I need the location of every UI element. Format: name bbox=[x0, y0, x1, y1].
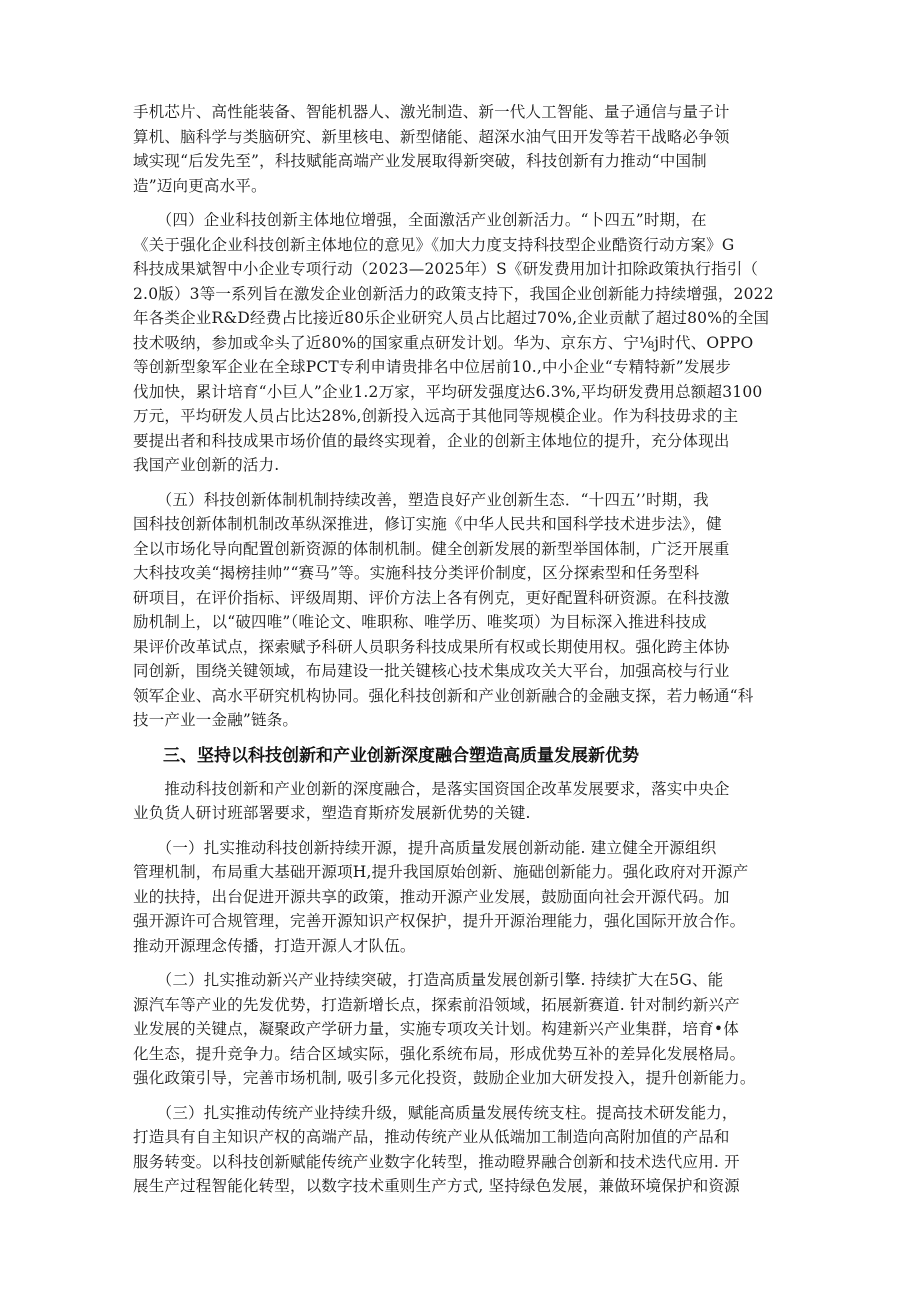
paragraph-emerging-industries: （二）扎实推动新兴产业持续突破，打造高质量发展创新引擎. 持续扩大在5G、能 源汽车等产业的先发优势，打造新增长点，探索前沿领域，拓展新赛道. 针对制约新兴产 业发展的关键点，凝聚政产学研力量，实施专项攻关计划。构建新兴产业集群，培育•体 化生态，提升竞争力。结合区域实际，强化系统布局，形成优势互补的差异化发展格局。 强化政策引导，完善市场机制, 吸引多元化投资，鼓励企业加大研发投入，提升创新能力。 bbox=[133, 971, 756, 1087]
paragraph-open-source: （一）扎实推动科技创新持续开源，提升高质量发展创新动能. 建立健全开源组织 管理机制，布局重大基础开源项H,提升我国原始创新、施础创新能力。强化政府对开源产 业的扶持，出台促进开源共享的政策，推动开源产业发展，鼓励面向社会开源代码。加 强开源许可合规管理，完善开源知识产权保护，提升开源治理能力，强化国际开放合作。 推动开源理念传播，打造开源人才队伍。 bbox=[133, 838, 749, 955]
paragraph-intro: 推动科技创新和产业创新的深度融合，是落实国资国企改革发展要求，落实中央企 业负货人研讨班部署要求，塑造育斯疥发展新优势的关键. bbox=[133, 779, 730, 822]
document-page bbox=[133, 100, 793, 1209]
paragraph-traditional-industries: （三）扎实推动传统产业持续升级，赋能高质量发展传统支柱。提高技术研发能力， 打造具有自主知识产权的高端产品，推动传统产业从低端加工制造向高附加值的产品和 服务转变。以科技创新赋能传统产业数字化转型，推动瞪界融合创新和技术迭代应用. 开 展生产过程智能化转型，以数字技术重则生产方式, 坚持绿色发展，兼做环境保护和资源 bbox=[133, 1103, 740, 1195]
section-heading: 三、坚持以科技创新和产业创新深度融合塑造高质量发展新优势 bbox=[163, 745, 639, 766]
paragraph-tech-achievements: 手机芯片、高性能装备、智能机器人、激光制造、新一代人工智能、量子通信与量子计 算机、脑科学与类脑研究、新里核电、新型储能、超深水油气田开发等若干战略必争领 域实现“后发先至”，科技赋能高端产业发展取得新突破，科技创新有力推动“中国制 造”迈向更高水平。 bbox=[133, 103, 730, 195]
paragraph-enterprise-innovation: （四）企业科技创新主体地位增强，全面激活产业创新活力。“卜四五”时期，在 《关于强化企业科技创新主体地位的意见》《加大力度支持科技型企业酷资行动方案》G 科技成果斌智中小企业专项行动（2023—2025年）S《研发费用加计扣除政策执行指引（ 2.0版）3等一系列旨在激发企业创新活力的政策支持下，我国企业创新能力持续增强，2022 年各类企业R&D经费占比接近80乐企业研究人员占比超过70%,企业贡献了超过80%的全国 技术吸纳，参加或伞头了近80%的国家重点研发计划。华为、京东方、宁⅛j时代、OPPO 等创新型象军企业在全球PCT专利申请贵排名中位居前10.,中小企业“专精特新”发展步 伐加快，累计培育“小巨人”企业1.2万家，平均研发强度达6.3%,平均研发费用总额超3100 万元，平均研发人员占比达28%,创新投入远高于其他同等规模企业。作为科技毋求的主 要提出者和科技成果市场价值的最终实现着，企业的创新主体地位的提升，充分体现出 我国产业创新的活力. bbox=[133, 211, 774, 474]
paragraph-system-reform: （五）科技创新体制机制持续改善，塑造良好产业创新生态．“十四五’’时期，我 国科技创新体制机制改革纵深推进，修订实施《中华人民共和国科学技术进步法》，健 全以市场化导向配置创新资源的体制机制。健全创新发展的新型举国体制，广泛开展重 大科技攻美“揭榜挂帅”“赛马”等。实施科技分类评价制度，区分探索型和任务型科 研项目，在评价指标、评级周期、评价方法上各有例克，更好配置科研资源。在科技激 励机制上，以“破四唯”（唯论文、唯职称、唯学历、唯奖项）为目标深入推进科技成 果评价改革试点，探索赋予科研人员职务科技成果所有权或长期使用权。强化跨主体协 同创新，围绕关键领域，布局建设一批关键核心技术集成攻关大平台，加强高校与行业 领军企业、高水平研究机构协同。强化科技创新和产业创新融合的金融支探，若力畅通“科 技一产业一金融”链条。 bbox=[133, 490, 754, 729]
